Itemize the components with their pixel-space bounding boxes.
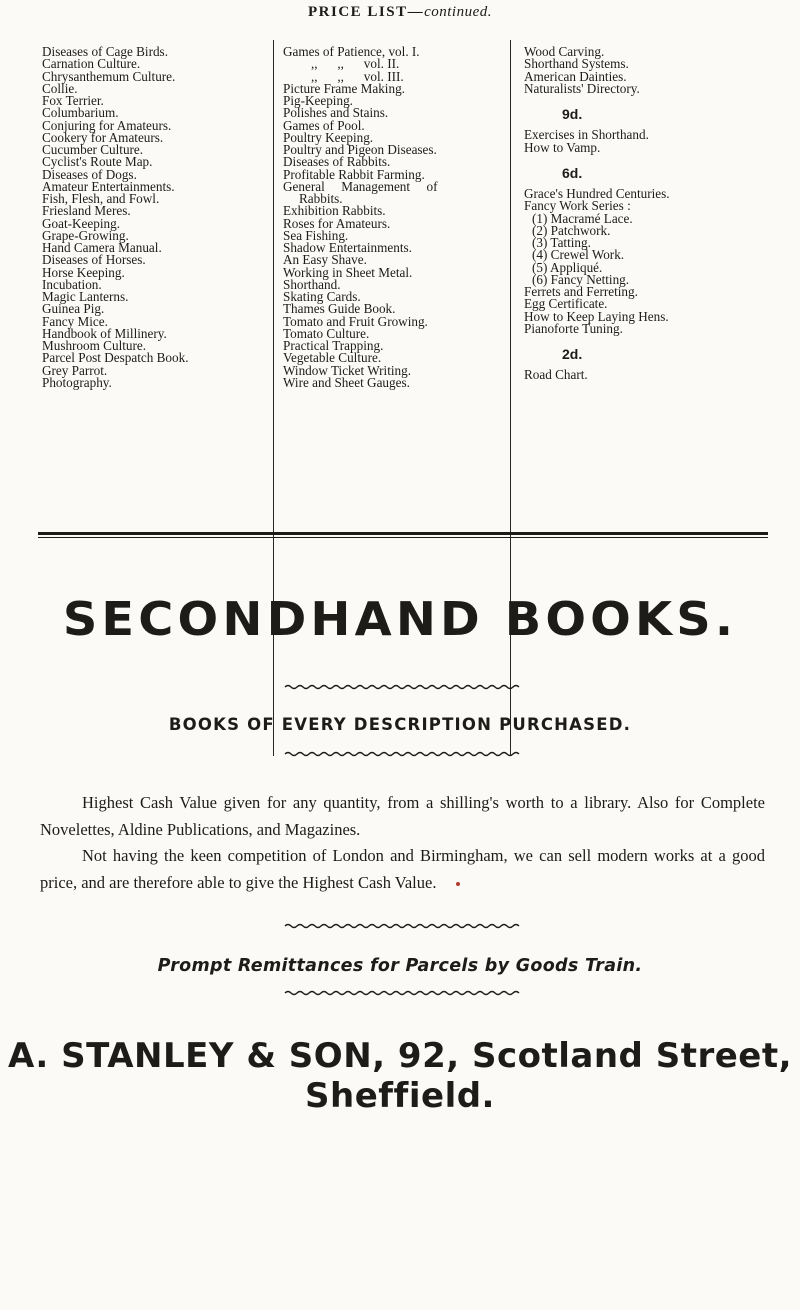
- ad-paragraph-1: Highest Cash Value given for any quantity, from a shilling's worth to a library. Also for Complete Novelettes, Aldine Publications, and Magazines.: [40, 793, 765, 839]
- price-list-item: Diseases of Dogs.: [42, 166, 137, 182]
- wavy-rule-prompt: [0, 990, 800, 996]
- price-list-item: Columbarium.: [42, 105, 119, 121]
- price-list-item: Window Ticket Writing.: [283, 362, 412, 378]
- price-list-item: Poultry and Pigeon Diseases.: [283, 142, 437, 157]
- price-list-item: Cookery for Amateurs.: [42, 129, 164, 145]
- price-list-item: (3) Tatting.: [532, 235, 591, 250]
- price-list-item: Skating Cards.: [283, 289, 361, 304]
- price-list-item: American Dainties.: [524, 68, 627, 84]
- column-divider-right: [510, 40, 511, 756]
- price-list-column-3: [524, 46, 769, 382]
- price-list-item: (5) Appliqué.: [532, 259, 603, 275]
- price-list-item: Games of Pool.: [283, 117, 365, 133]
- ink-speck: [456, 882, 460, 886]
- price-list-item: General Management of: [283, 178, 438, 194]
- price-list-item: Collie.: [42, 80, 78, 96]
- prompt-remittances: Prompt Remittances for Parcels by Goods Train.: [157, 956, 643, 976]
- price-list-item: ,, ,, vol. II.: [311, 56, 400, 72]
- page-header-title: PRICE LIST—: [307, 4, 425, 20]
- books-purchased-subtitle: BOOKS OF EVERY DESCRIPTION PURCHASED.: [168, 715, 632, 734]
- price-list-item: Tomato Culture.: [283, 325, 370, 341]
- price-list-item: (2) Patchwork.: [532, 222, 611, 238]
- price-heading-6d: 6d.: [562, 164, 583, 181]
- price-list-item: Goat-Keeping.: [42, 215, 120, 231]
- price-list-item: Grape-Growing.: [42, 227, 129, 243]
- price-list-item: Conjuring for Amateurs.: [42, 117, 172, 133]
- price-list-item: Wood Carving.: [524, 44, 605, 59]
- price-list-item: Grey Parrot.: [42, 362, 108, 378]
- price-list-item: Incubation.: [42, 276, 102, 292]
- price-list-item: Picture Frame Making.: [283, 80, 405, 96]
- price-list-item: Working in Sheet Metal.: [283, 264, 413, 280]
- price-list-item: Shadow Entertainments.: [283, 240, 412, 255]
- price-list-item: Sea Fishing.: [283, 227, 349, 243]
- price-list-item: Mushroom Culture.: [42, 338, 147, 353]
- price-list-item: Hand Camera Manual.: [42, 240, 162, 255]
- price-list-item: Egg Certificate.: [524, 296, 608, 312]
- price-list-item: Cyclist's Route Map.: [42, 154, 153, 170]
- price-list-item: Profitable Rabbit Farming.: [283, 166, 425, 182]
- price-list-item: (4) Crewel Work.: [532, 247, 625, 263]
- price-list-item: Wire and Sheet Gauges.: [283, 374, 410, 390]
- price-list-item: Road Chart.: [524, 367, 588, 383]
- price-list-item: Shorthand.: [283, 276, 341, 292]
- price-list-item: Carnation Culture.: [42, 56, 141, 72]
- price-list-item: How to Keep Laying Hens.: [524, 308, 669, 324]
- wavy-rule-top: [0, 684, 800, 690]
- stanley-address: A. STANLEY & SON, 92, Scotland Street, Sheffield.: [7, 1036, 793, 1116]
- price-list-item: Tomato and Fruit Growing.: [283, 313, 428, 329]
- column3-group-b: [524, 129, 769, 154]
- price-list-item: Roses for Amateurs.: [283, 215, 391, 231]
- column-divider-left: [273, 40, 274, 756]
- price-list-item: Practical Trapping.: [283, 338, 384, 353]
- price-list-item: Parcel Post Despatch Book.: [42, 350, 189, 366]
- ad-paragraph-2-text: Not having the keen competition of London and Birmingham, we can sell modern works at a good price, and are therefore able to give the Highest Cash Value.: [40, 846, 765, 892]
- price-list-item: Pig-Keeping.: [283, 93, 353, 108]
- price-list-item: Ferrets and Ferreting.: [524, 284, 638, 299]
- price-list-item: Exercises in Shorthand.: [524, 127, 649, 143]
- price-list-item: Naturalists' Directory.: [524, 80, 640, 96]
- price-list-item: Vegetable Culture.: [283, 350, 382, 366]
- price-list-item: Magic Lanterns.: [42, 289, 129, 304]
- price-list-item: Thames Guide Book.: [283, 301, 396, 317]
- price-list-item: Fox Terrier.: [42, 93, 104, 108]
- price-list-item: Rabbits.: [299, 191, 343, 206]
- price-list-column-1: [42, 46, 257, 389]
- price-list-item: An Easy Shave.: [283, 252, 367, 268]
- wavy-rule-middle: [0, 751, 800, 757]
- price-list-item: (1) Macramé Lace.: [532, 210, 633, 226]
- price-list-item: Diseases of Cage Birds.: [42, 44, 168, 59]
- wavy-rule-bottom: [0, 923, 800, 929]
- price-heading-2d: 2d.: [562, 346, 583, 362]
- price-list-item: Fish, Flesh, and Fowl.: [42, 191, 160, 206]
- section-rule-thin: [38, 537, 768, 538]
- price-list-item: Chrysanthemum Culture.: [42, 68, 176, 84]
- price-list-item: Photography.: [42, 374, 112, 390]
- price-list-item: Grace's Hundred Centuries.: [524, 186, 670, 201]
- column3-group-d: [524, 369, 769, 381]
- price-list-item: Fancy Work Series :: [524, 198, 631, 214]
- page-header: [0, 4, 800, 21]
- price-list-item: Handbook of Millinery.: [42, 325, 167, 341]
- price-list-item: Polishes and Stains.: [283, 105, 389, 121]
- price-list-item: Shorthand Systems.: [524, 56, 629, 72]
- price-list-column-2: [283, 46, 505, 389]
- section-rule-thick: [38, 532, 768, 535]
- price-list-item: Friesland Meres.: [42, 203, 131, 219]
- price-list-item: Fancy Mice.: [42, 313, 108, 329]
- ad-paragraph-2: [40, 843, 765, 896]
- price-list-item: (6) Fancy Netting.: [532, 271, 630, 287]
- price-list-item: ,, ,, vol. III.: [311, 68, 404, 84]
- price-list-item: Poultry Keeping.: [283, 129, 374, 145]
- page-header-continued: continued.: [424, 4, 492, 20]
- price-list-item: Horse Keeping.: [42, 264, 125, 280]
- price-heading-9d: 9d.: [562, 106, 583, 122]
- price-list-item: Pianoforte Tuning.: [524, 320, 623, 336]
- column3-group-a: [524, 46, 769, 95]
- price-list-item: How to Vamp.: [524, 139, 601, 155]
- column3-group-c: [524, 188, 769, 335]
- price-list-item: Diseases of Rabbits.: [283, 154, 391, 170]
- price-list-item: Diseases of Horses.: [42, 252, 146, 268]
- price-list-item: Exhibition Rabbits.: [283, 203, 386, 219]
- price-list-item: Guinea Pig.: [42, 301, 105, 317]
- price-list-item: Games of Patience, vol. I.: [283, 44, 420, 59]
- secondhand-books-title: SECONDHAND BOOKS.: [62, 592, 738, 646]
- ad-body: [40, 790, 765, 896]
- price-list-item: Amateur Entertainments.: [42, 178, 175, 194]
- price-list-item: Cucumber Culture.: [42, 142, 144, 157]
